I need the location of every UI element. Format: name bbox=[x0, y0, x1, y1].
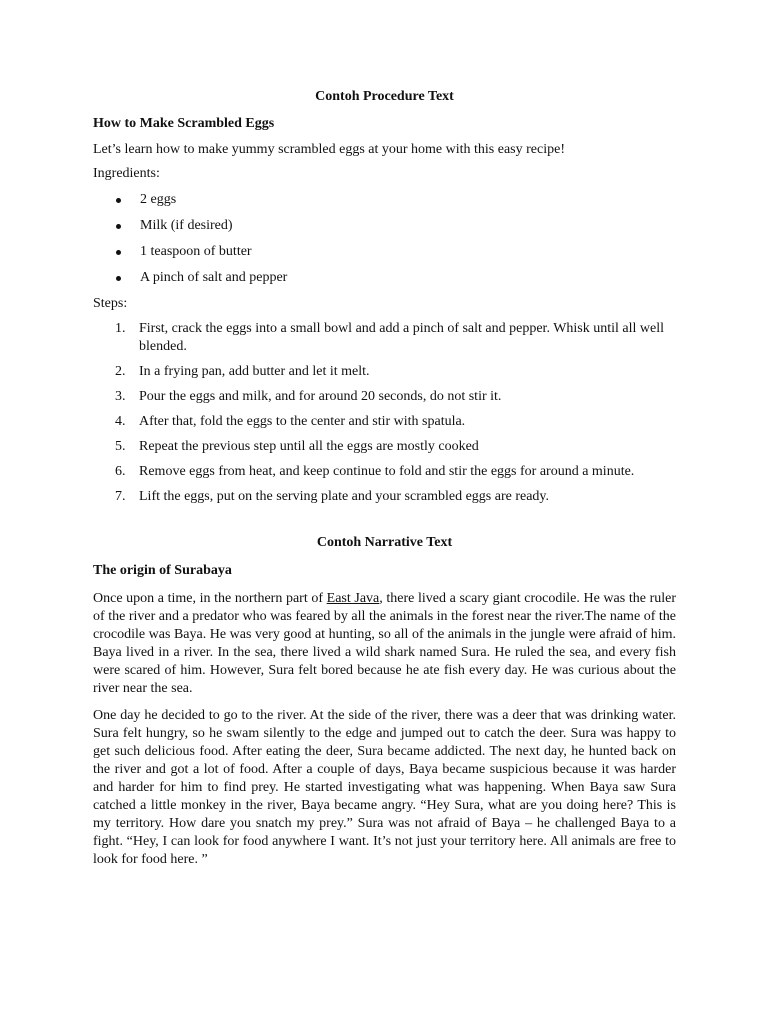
narrative-heading: The origin of Surabaya bbox=[93, 563, 232, 578]
ingredients-list bbox=[93, 191, 676, 287]
bullet-icon bbox=[116, 276, 121, 281]
list-item: 6. Remove eggs from heat, and keep continue to fold and stir the eggs for around a minute. bbox=[115, 464, 635, 479]
narrative-title: Contoh Narrative Text bbox=[316, 535, 453, 550]
list-item: Milk (if desired) bbox=[93, 217, 676, 235]
procedure-heading: How to Make Scrambled Eggs bbox=[93, 116, 275, 131]
list-item: 7. Lift the eggs, put on the serving plate and your scrambled eggs are ready. bbox=[115, 489, 550, 504]
list-item: 4. After that, fold the eggs to the center and stir with spatula. bbox=[115, 414, 466, 429]
procedure-title: Contoh Procedure Text bbox=[315, 89, 454, 104]
list-item: 1 teaspoon of butter bbox=[93, 243, 676, 261]
list-item: 2 eggs bbox=[93, 191, 676, 209]
east-java-link[interactable]: East Java bbox=[326, 591, 380, 606]
list-item: A pinch of salt and pepper bbox=[93, 269, 676, 287]
ingredients-label: Ingredients: bbox=[93, 166, 160, 181]
document-content bbox=[93, 88, 676, 869]
bullet-icon bbox=[116, 250, 121, 255]
list-item: 5. Repeat the previous step until all the eggs are mostly cooked bbox=[115, 439, 479, 454]
narrative-paragraph-2: One day he decided to go to the river. At the side of the river, there was a deer that was drinking water. Sura felt hungry, so he swam silently to the edge and jumped out to catch the deer. Sura was happy to get such delicious food. After eating the deer, Sura became addicted. The next day, he hunted back on the river and got a lot of food. After a couple of days, Baya became suspicious because it was harder and harder for him to find prey. He started investigating what was happening. When Baya saw Sura catched a little monkey in the river, Baya became angry. “Hey Sura, what are you doing here? This is my territory. How dare you snatch my prey.” Sura was not afraid of Baya – he challenged Baya to a fight. “Hey, I can look for food anywhere I want. It’s not just your territory here. All animals are free to look for food here. ” bbox=[93, 708, 676, 867]
list-item: 2. In a frying pan, add butter and let it melt. bbox=[115, 364, 370, 379]
steps-list bbox=[93, 320, 676, 506]
list-item: 1. First, crack the eggs into a small bowl and add a pinch of salt and pepper. Whisk until all well blended. bbox=[115, 321, 665, 354]
list-item: 3. Pour the eggs and milk, and for around 20 seconds, do not stir it. bbox=[115, 389, 502, 404]
narrative-paragraph-1: Once upon a time, in the northern part of East Java, there lived a scary giant crocodile. He was the ruler of the river and a predator who was feared by all the animals in the forest near the river.The name of the crocodile was Baya. He was very good at hunting, so all of the animals in the jungle were afraid of him. Baya lived in a river. In the sea, there lived a wild shark named Sura. He ruled the sea, and every fish were scared of him. However, Sura felt bored because he ate fish every day. He was curious about the river near the sea. bbox=[93, 591, 676, 696]
bullet-icon bbox=[116, 198, 121, 203]
bullet-icon bbox=[116, 224, 121, 229]
steps-label: Steps: bbox=[93, 296, 128, 311]
procedure-intro: Let’s learn how to make yummy scrambled eggs at your home with this easy recipe! bbox=[93, 142, 565, 157]
